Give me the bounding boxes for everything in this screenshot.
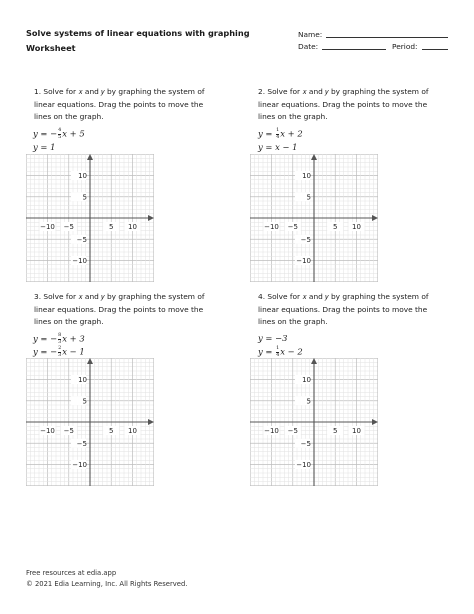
equation-4a: y = −3 <box>258 333 288 343</box>
y-tick-label: 10 <box>78 172 87 180</box>
footer <box>26 568 187 589</box>
y-tick-label: 5 <box>82 193 87 202</box>
equation-1b: y = 1 <box>33 142 56 152</box>
y-tick-label: 10 <box>302 172 311 180</box>
y-tick-label: 5 <box>306 193 311 202</box>
problem-1 <box>26 86 222 124</box>
x-tick-label: 5 <box>109 427 114 435</box>
y-tick-label: −10 <box>296 461 311 469</box>
problem-instruction: 2. Solve for 𝑥 and 𝑦 by graphing the system of linear equations. Drag the points to move the lines on the graph. <box>258 87 429 121</box>
problem-instruction: 1. Solve for 𝑥 and 𝑦 by graphing the system of linear equations. Drag the points to move the lines on the graph. <box>34 87 205 121</box>
footer-link[interactable]: Free resources at edia.app <box>26 569 117 577</box>
y-tick-label: −5 <box>76 439 87 448</box>
equation-1a: y = − $\frac{4}{5}$ x + 5 <box>33 127 85 140</box>
y-tick-label: 10 <box>78 376 87 384</box>
problem-3 <box>26 291 222 329</box>
x-tick-label: −10 <box>264 427 279 435</box>
name-field[interactable] <box>326 37 448 38</box>
y-tick-label: 5 <box>306 397 311 406</box>
problem-2 <box>250 86 446 124</box>
x-tick-label: −10 <box>264 223 279 231</box>
x-tick-label: −5 <box>287 427 298 435</box>
x-tick-label: −5 <box>63 427 74 435</box>
period-field[interactable] <box>422 49 448 50</box>
y-tick-label: −10 <box>72 257 87 265</box>
x-tick-label: −5 <box>63 223 74 231</box>
problem-instruction: 3. Solve for 𝑥 and 𝑦 by graphing the system of linear equations. Drag the points to move the lines on the graph. <box>34 292 205 326</box>
equation-3b: y = − $\frac{2}{3}$ x − 1 <box>33 345 85 358</box>
coordinate-graph-1[interactable] <box>26 154 154 282</box>
x-tick-label: −5 <box>287 223 298 231</box>
y-tick-label: 10 <box>302 376 311 384</box>
x-tick-label: −10 <box>40 223 55 231</box>
x-tick-label: 5 <box>109 223 114 231</box>
x-tick-label: 5 <box>333 223 338 231</box>
x-tick-label: 10 <box>352 427 361 435</box>
period-label: Period: <box>392 42 418 51</box>
coordinate-graph-3[interactable] <box>26 358 154 486</box>
x-tick-label: 10 <box>128 427 137 435</box>
coordinate-graph-2[interactable] <box>250 154 378 282</box>
copyright: © 2021 Edia Learning, Inc. All Rights Reserved. <box>26 579 188 588</box>
coordinate-graph-4[interactable] <box>250 358 378 486</box>
date-label: Date: <box>298 42 319 51</box>
y-tick-label: −10 <box>296 257 311 265</box>
x-tick-label: 5 <box>333 427 338 435</box>
y-tick-label: −5 <box>300 439 311 448</box>
y-tick-label: −5 <box>300 235 311 244</box>
y-tick-label: −5 <box>76 235 87 244</box>
problem-instruction: 4. Solve for 𝑥 and 𝑦 by graphing the system of linear equations. Drag the points to move the lines on the graph. <box>258 292 429 326</box>
date-field[interactable] <box>322 49 386 50</box>
equation-2b: y = x − 1 <box>258 142 298 152</box>
worksheet-title: Solve systems of linear equations with graphing Worksheet <box>26 28 250 53</box>
y-tick-label: 5 <box>82 397 87 406</box>
y-tick-label: −10 <box>72 461 87 469</box>
equation-2a: y = $\frac{1}{4}$ x + 2 <box>258 127 303 140</box>
problem-4 <box>250 291 446 329</box>
equation-3a: y = − $\frac{8}{3}$ x + 3 <box>33 332 85 345</box>
x-tick-label: −10 <box>40 427 55 435</box>
x-tick-label: 10 <box>352 223 361 231</box>
equation-4b: y = $\frac{1}{4}$ x − 2 <box>258 345 303 358</box>
name-label: Name: <box>298 30 323 39</box>
x-tick-label: 10 <box>128 223 137 231</box>
